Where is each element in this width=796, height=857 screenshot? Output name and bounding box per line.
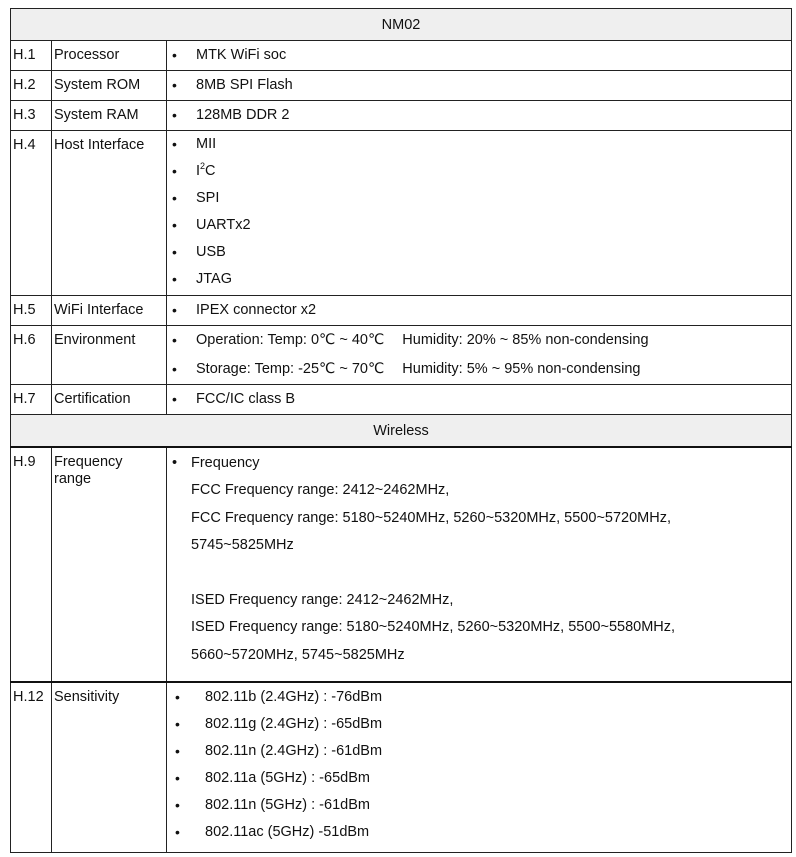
list-item: • MTK WiFi soc <box>167 41 791 70</box>
bullet-icon: • <box>175 716 180 733</box>
row-id: H.5 <box>11 296 52 326</box>
list-item: • 8MB SPI Flash <box>167 71 791 100</box>
row-value <box>167 326 792 385</box>
frequency-line: ISED Frequency range: 2412~2462MHz, <box>191 591 454 608</box>
bullet-icon: • <box>172 271 177 287</box>
row-id: H.1 <box>11 41 52 71</box>
table-row <box>11 385 792 415</box>
list-item: • 802.11g (2.4GHz) : -65dBm <box>167 711 791 738</box>
bullet-icon: • <box>172 455 178 471</box>
list-item: • 802.11a (5GHz) : -65dBm <box>167 765 791 792</box>
row-value <box>167 101 792 131</box>
list-item: • MII <box>167 131 791 158</box>
bullet-icon: • <box>172 332 177 348</box>
row-id: H.3 <box>11 101 52 131</box>
list-item: • FCC/IC class B <box>167 385 791 414</box>
table-row <box>11 131 792 296</box>
row-id: H.7 <box>11 385 52 415</box>
row-value <box>167 385 792 415</box>
frequency-line: ISED Frequency range: 5180~5240MHz, 5260~5320MHz, 5500~5580MHz, <box>191 619 676 636</box>
list-item: • Storage: Temp: -25℃ ~ 70℃ Humidity: 5% ~ 95% non-condensing <box>167 355 791 384</box>
list-item: • 802.11n (2.4GHz) : -61dBm <box>167 738 791 765</box>
bullet-icon: • <box>172 217 177 233</box>
row-value <box>167 296 792 326</box>
list-item: • Operation: Temp: 0℃ ~ 40℃ Humidity: 20% ~ 85% non-condensing <box>167 326 791 355</box>
bullet-icon: • <box>172 361 177 377</box>
row-name: System RAM <box>52 101 167 131</box>
row-id: H.6 <box>11 326 52 385</box>
frequency-list <box>167 448 791 681</box>
list-item: • SPI <box>167 185 791 212</box>
spec-sheet <box>10 8 791 853</box>
table-row <box>11 101 792 131</box>
bullet-icon: • <box>175 824 180 841</box>
section-title: Wireless <box>11 415 792 448</box>
bullet-icon: • <box>172 244 177 260</box>
bullet-icon: • <box>175 743 180 760</box>
frequency-line: 5745~5825MHz <box>191 537 294 554</box>
row-name: Frequency range <box>52 447 167 682</box>
row-name: WiFi Interface <box>52 296 167 326</box>
bullet-icon: • <box>175 770 180 787</box>
frequency-line: FCC Frequency range: 2412~2462MHz, <box>191 482 450 499</box>
list-item: • JTAG <box>167 266 791 293</box>
list-item: • IPEX connector x2 <box>167 296 791 325</box>
row-name: Processor <box>52 41 167 71</box>
list-item: • 802.11ac (5GHz) -51dBm <box>167 819 791 846</box>
row-id: H.12 <box>11 682 52 853</box>
row-name: Host Interface <box>52 131 167 296</box>
list-item: • UARTx2 <box>167 212 791 239</box>
bullet-icon: • <box>172 190 177 206</box>
row-name: Certification <box>52 385 167 415</box>
list-item: • USB <box>167 239 791 266</box>
table-header-row <box>11 9 792 41</box>
row-id: H.4 <box>11 131 52 296</box>
table-row <box>11 296 792 326</box>
bullet-icon: • <box>172 136 177 152</box>
row-value <box>167 41 792 71</box>
bullet-icon: • <box>172 77 177 93</box>
row-value <box>167 447 792 682</box>
list-item: • 128MB DDR 2 <box>167 101 791 130</box>
list-item: • Frequency <box>167 450 791 477</box>
row-value <box>167 131 792 296</box>
section-header-row <box>11 415 792 448</box>
spacer <box>167 560 791 587</box>
bullet-icon: • <box>172 302 177 318</box>
bullet-icon: • <box>175 797 180 814</box>
row-name: Environment <box>52 326 167 385</box>
row-value <box>167 71 792 101</box>
row-value <box>167 682 792 853</box>
bullet-icon: • <box>172 391 177 407</box>
bullet-icon: • <box>172 107 177 123</box>
table-row <box>11 326 792 385</box>
row-name: System ROM <box>52 71 167 101</box>
table-row <box>11 41 792 71</box>
row-id: H.9 <box>11 447 52 682</box>
table-title: NM02 <box>11 9 792 41</box>
bullet-icon: • <box>172 163 177 179</box>
list-item: • 802.11b (2.4GHz) : -76dBm <box>167 684 791 711</box>
list-item: • 802.11n (5GHz) : -61dBm <box>167 792 791 819</box>
table-row <box>11 447 792 682</box>
bullet-icon: • <box>172 47 177 63</box>
table-row <box>11 682 792 853</box>
row-name: Sensitivity <box>52 682 167 853</box>
table-row <box>11 71 792 101</box>
frequency-line: FCC Frequency range: 5180~5240MHz, 5260~5320MHz, 5500~5720MHz, <box>191 509 671 526</box>
bullet-icon: • <box>175 689 180 706</box>
list-item: • $I^2C$ <box>167 158 791 185</box>
row-id: H.2 <box>11 71 52 101</box>
frequency-line: 5660~5720MHz, 5745~5825MHz <box>191 646 405 663</box>
spec-table <box>10 8 792 853</box>
